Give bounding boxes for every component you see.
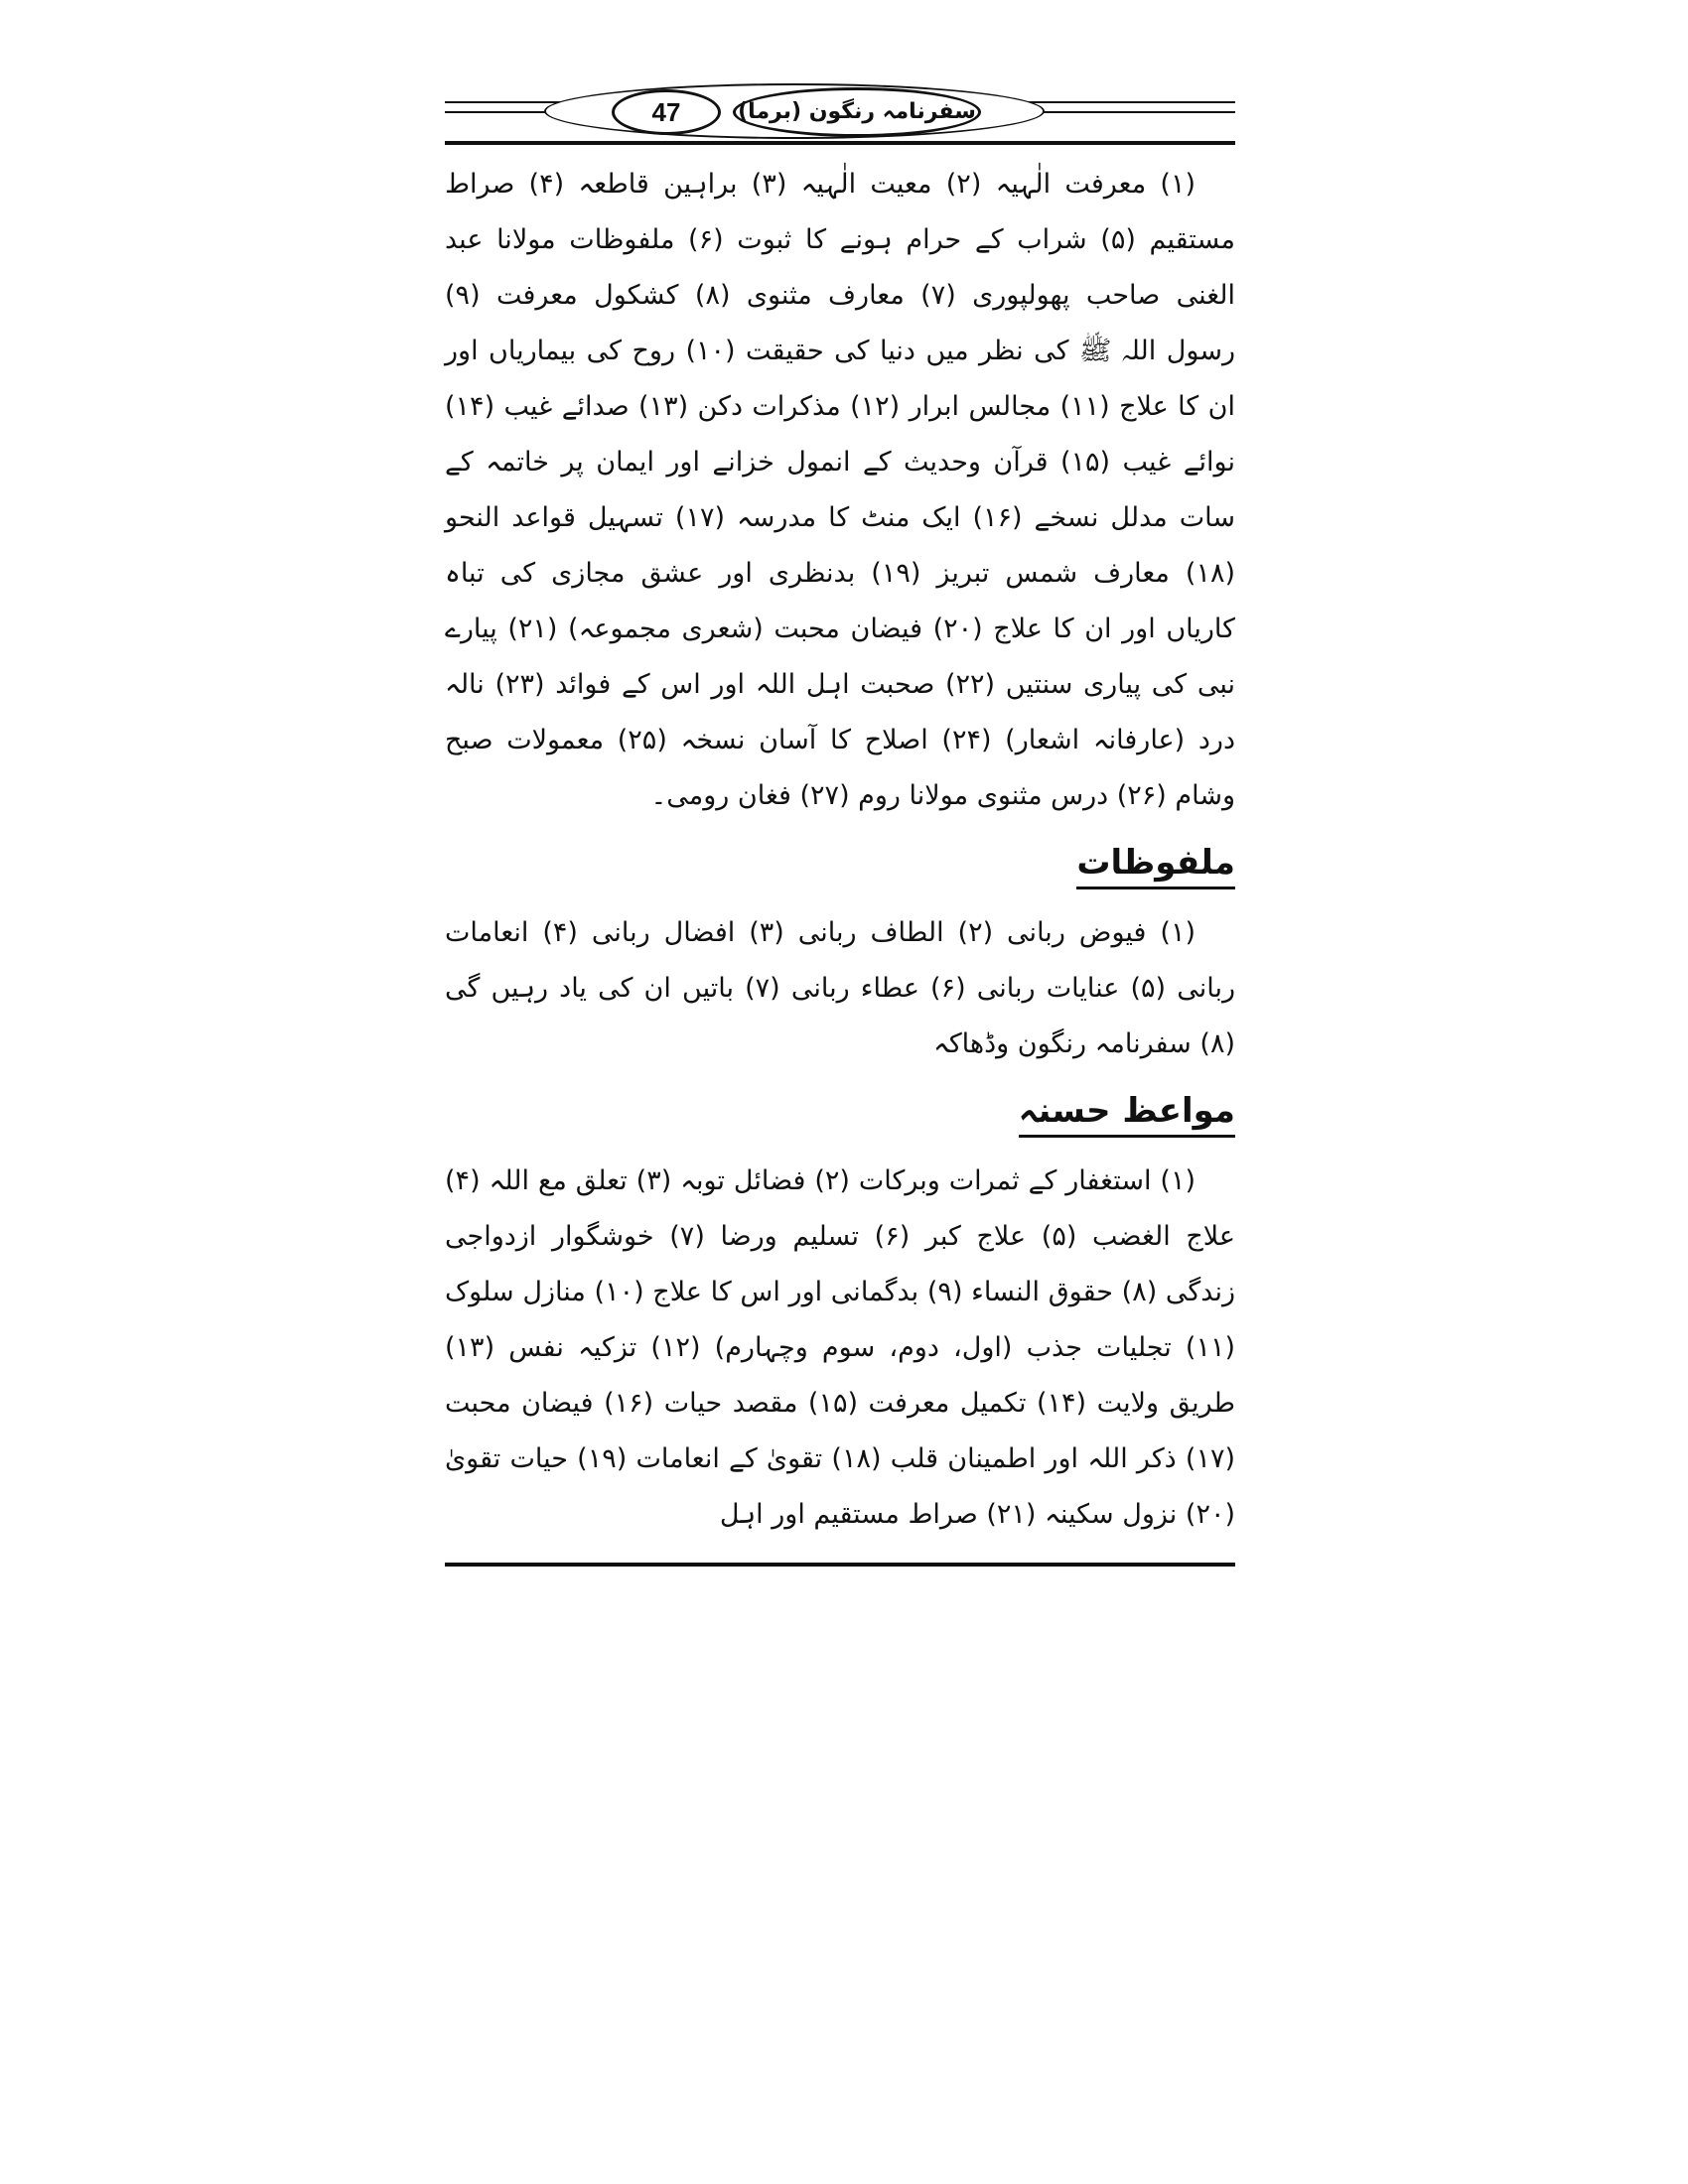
footer-rule	[445, 1563, 1235, 1567]
page-body	[445, 149, 1235, 1543]
malfoozat-list-paragraph: (۱) فیوض ربانی (۲) الطاف ربانی (۳) افضال ربانی (۴) انعامات ربانی (۵) عنایات ربانی (۶) عطاء ربانی (۷) باتیں ان کی یاد رہیں گی (۸) سفرنامہ رنگون وڈھاکہ	[445, 917, 1235, 1059]
page-number: 47	[612, 89, 721, 135]
section-heading-text: مواعظ حسنہ	[1019, 1091, 1235, 1138]
running-title: سفرنامہ رنگون (برما)	[733, 87, 981, 137]
header-rule-bottom	[445, 141, 1235, 145]
book-list-paragraph: (۱) معرفت الٰہیہ (۲) معیت الٰہیہ (۳) براہین قاطعہ (۴) صراط مستقیم (۵) شراب کے حرام ہونے کا ثبوت (۶) ملفوظات مولانا عبد الغنی صاحب پھولپوری (۷) معارف مثنوی (۸) کشکول معرفت (۹) رسول اللہ ﷺ کی نظر میں دنیا کی حقیقت (۱۰) روح کی بیماریاں اور ان کا علاج (۱۱) مجالس ابرار (۱۲) مذکرات دکن (۱۳) صدائے غیب (۱۴) نوائے غیب (۱۵) قرآن وحدیث کے انمول خزانے اور ایمان پر خاتمہ کے سات مدلل نسخے (۱۶) ایک منٹ کا مدرسہ (۱۷) تسہیل قواعد النحو (۱۸) معارف شمس تبریز (۱۹) بدنظری اور عشق مجازی کی تباہ کاریاں اور ان کا علاج (۲۰) فیضان محبت (شعری مجموعہ) (۲۱) پیارے نبی کی پیاری سنتیں (۲۲) صحبت اہل اللہ اور اس کے فوائد (۲۳) نالہ درد (عارفانہ اشعار) (۲۴) اصلاح کا آسان نسخہ (۲۵) معمولات صبح وشام (۲۶) درس مثنوی مولانا روم (۲۷) فغان رومی۔	[445, 169, 1236, 811]
section-heading-text: ملفوظات	[1076, 843, 1235, 889]
page	[445, 79, 1235, 1567]
section-heading-malfoozat	[445, 838, 1235, 887]
mawaiz-list-paragraph: (۱) استغفار کے ثمرات وبرکات (۲) فضائل توبہ (۳) تعلق مع اللہ (۴) علاج الغضب (۵) علاج کبر (۶) تسلیم ورضا (۷) خوشگوار ازدواجی زندگی (۸) حقوق النساء (۹) بدگمانی اور اس کا علاج (۱۰) منازل سلوک (۱۱) تجلیات جذب (اول، دوم، سوم وچہارم) (۱۲) تزکیہ نفس (۱۳) طریق ولایت (۱۴) تکمیل معرفت (۱۵) مقصد حیات (۱۶) فیضان محبت (۱۷) ذکر اللہ اور اطمینان قلب (۱۸) تقویٰ کے انعامات (۱۹) حیات تقویٰ (۲۰) نزول سکینہ (۲۱) صراط مستقیم اور اہل	[445, 1165, 1236, 1530]
section-heading-mawaiz	[445, 1086, 1235, 1136]
page-header	[445, 79, 1235, 149]
